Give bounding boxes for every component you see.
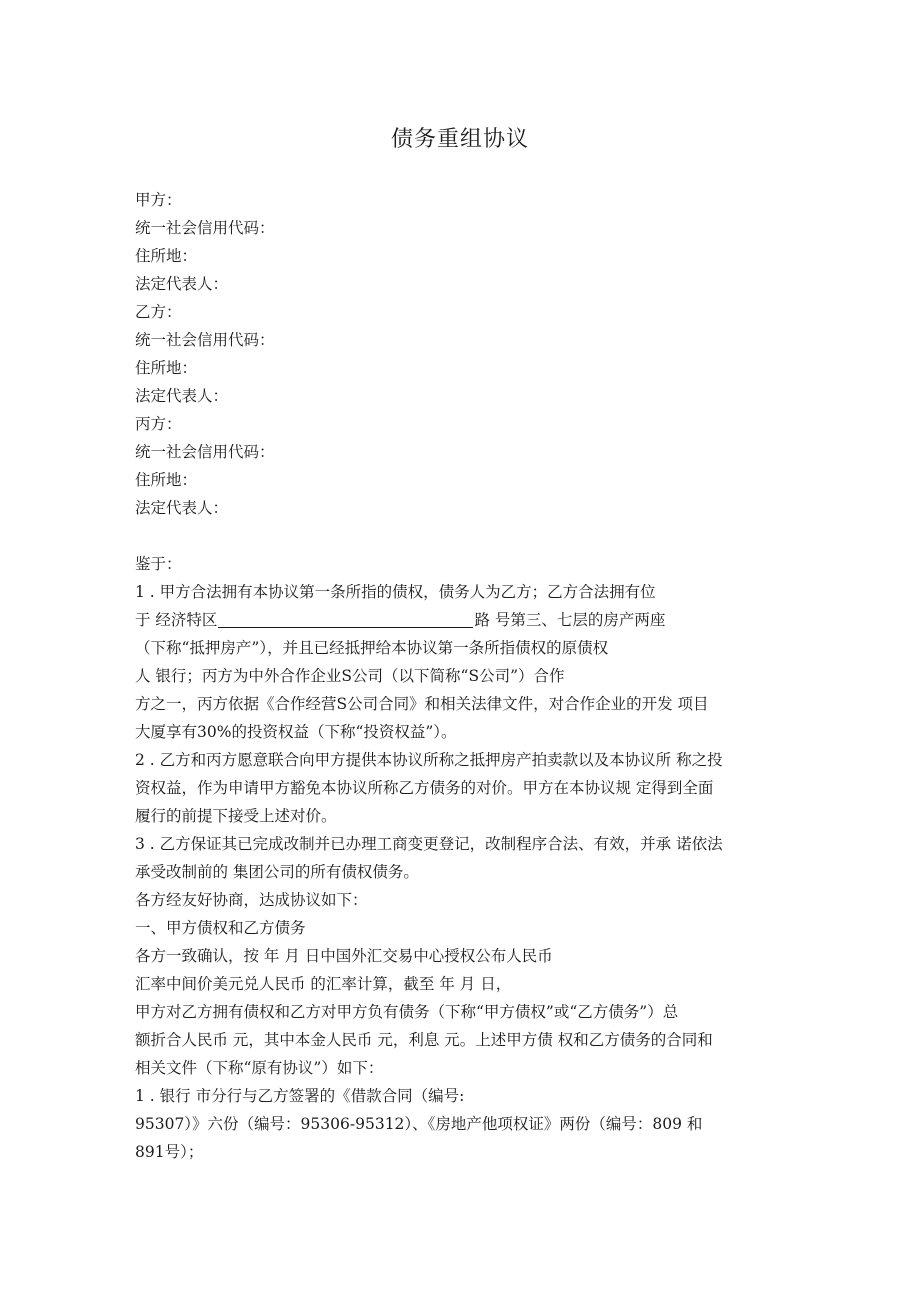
party-a-credit-code: 统一社会信用代码： bbox=[135, 219, 275, 237]
clause2-line: 履行的前提下接受上述对价。 bbox=[135, 807, 337, 825]
section1-line: 各方一致确认，按 年 月 日中国外汇交易中心授权公布人民币 bbox=[135, 947, 553, 965]
road-name-blank bbox=[218, 609, 473, 628]
party-c-address: 住所地： bbox=[135, 471, 198, 489]
clause1-line: 1 . 甲方合法拥有本协议第一条所指的债权，债务人为乙方；乙方合法拥有位 bbox=[135, 583, 656, 601]
document-title: 债务重组协议 bbox=[390, 127, 529, 152]
clause1-line-with-blank bbox=[135, 606, 795, 634]
section1-line: 额折合人民币 元，其中本金人民币 元，利息 元。上述甲方债 权和乙方债务的合同和 bbox=[135, 1031, 713, 1049]
clause1-line: 大厦享有30%的投资权益（下称“投资权益”）。 bbox=[135, 723, 457, 741]
party-a-representative: 法定代表人： bbox=[135, 275, 229, 293]
section1-line: 汇率中间价美元兑人民币 的汇率计算，截至 年 月 日， bbox=[135, 975, 512, 993]
clause3-line: 承受改制前的 集团公司的所有债权债务。 bbox=[135, 863, 419, 881]
party-a-label: 甲方： bbox=[135, 191, 182, 209]
section1-line: 甲方对乙方拥有债权和乙方对甲方负有债务（下称“甲方债权”或“乙方债务”）总 bbox=[135, 1003, 679, 1021]
party-c-credit-code: 统一社会信用代码： bbox=[135, 443, 275, 461]
spacer bbox=[135, 522, 795, 550]
clause1-line: 人 银行；丙方为中外合作企业S公司（以下简称“S公司”）合作 bbox=[135, 667, 565, 685]
clause3-line: 3 . 乙方保证其已完成改制并已办理工商变更登记，改制程序合法、有效，并承 诺依法 bbox=[135, 835, 723, 853]
item1-line: 1 . 银行 市分行与乙方签署的《借款合同（编号: bbox=[135, 1087, 465, 1105]
clause1-line: 方之一，丙方依据《合作经营S公司合同》和相关法律文件，对合作企业的开发 项目 bbox=[135, 695, 709, 713]
clause2-line: 2 . 乙方和丙方愿意联合向甲方提供本协议所称之抵押房产拍卖款以及本协议所 称之投 bbox=[135, 751, 723, 769]
item1-line: 891号）； bbox=[135, 1143, 204, 1161]
party-c-label: 丙方： bbox=[135, 415, 182, 433]
section1-heading: 一、甲方债权和乙方债务 bbox=[135, 919, 306, 937]
whereas-heading: 鉴于： bbox=[135, 555, 182, 573]
section1-line: 相关文件（下称“原有协议”）如下： bbox=[135, 1059, 384, 1077]
document-body bbox=[135, 186, 795, 1166]
clause1-address-prefix: 于 经济特区 bbox=[135, 611, 218, 629]
party-b-credit-code: 统一社会信用代码： bbox=[135, 331, 275, 349]
item1-line: 95307）》六份（编号：95306-95312）、《房地产他项权证》两份（编号：809 和 bbox=[135, 1115, 703, 1133]
clause2-line: 资权益，作为申请甲方豁免本协议所称乙方债务的对价。甲方在本协议规 定得到全面 bbox=[135, 779, 714, 797]
party-b-label: 乙方： bbox=[135, 303, 182, 321]
party-c-representative: 法定代表人： bbox=[135, 499, 229, 517]
clause1-address-suffix: 路 号第三、七层的房产两座 bbox=[474, 611, 666, 629]
party-a-address: 住所地： bbox=[135, 247, 198, 265]
clause1-line: （下称“抵押房产”），并且已经抵押给本协议第一条所指债权的原债权 bbox=[135, 639, 609, 657]
party-b-representative: 法定代表人： bbox=[135, 387, 229, 405]
agreement-intro: 各方经友好协商，达成协议如下： bbox=[135, 891, 368, 909]
party-b-address: 住所地： bbox=[135, 359, 198, 377]
